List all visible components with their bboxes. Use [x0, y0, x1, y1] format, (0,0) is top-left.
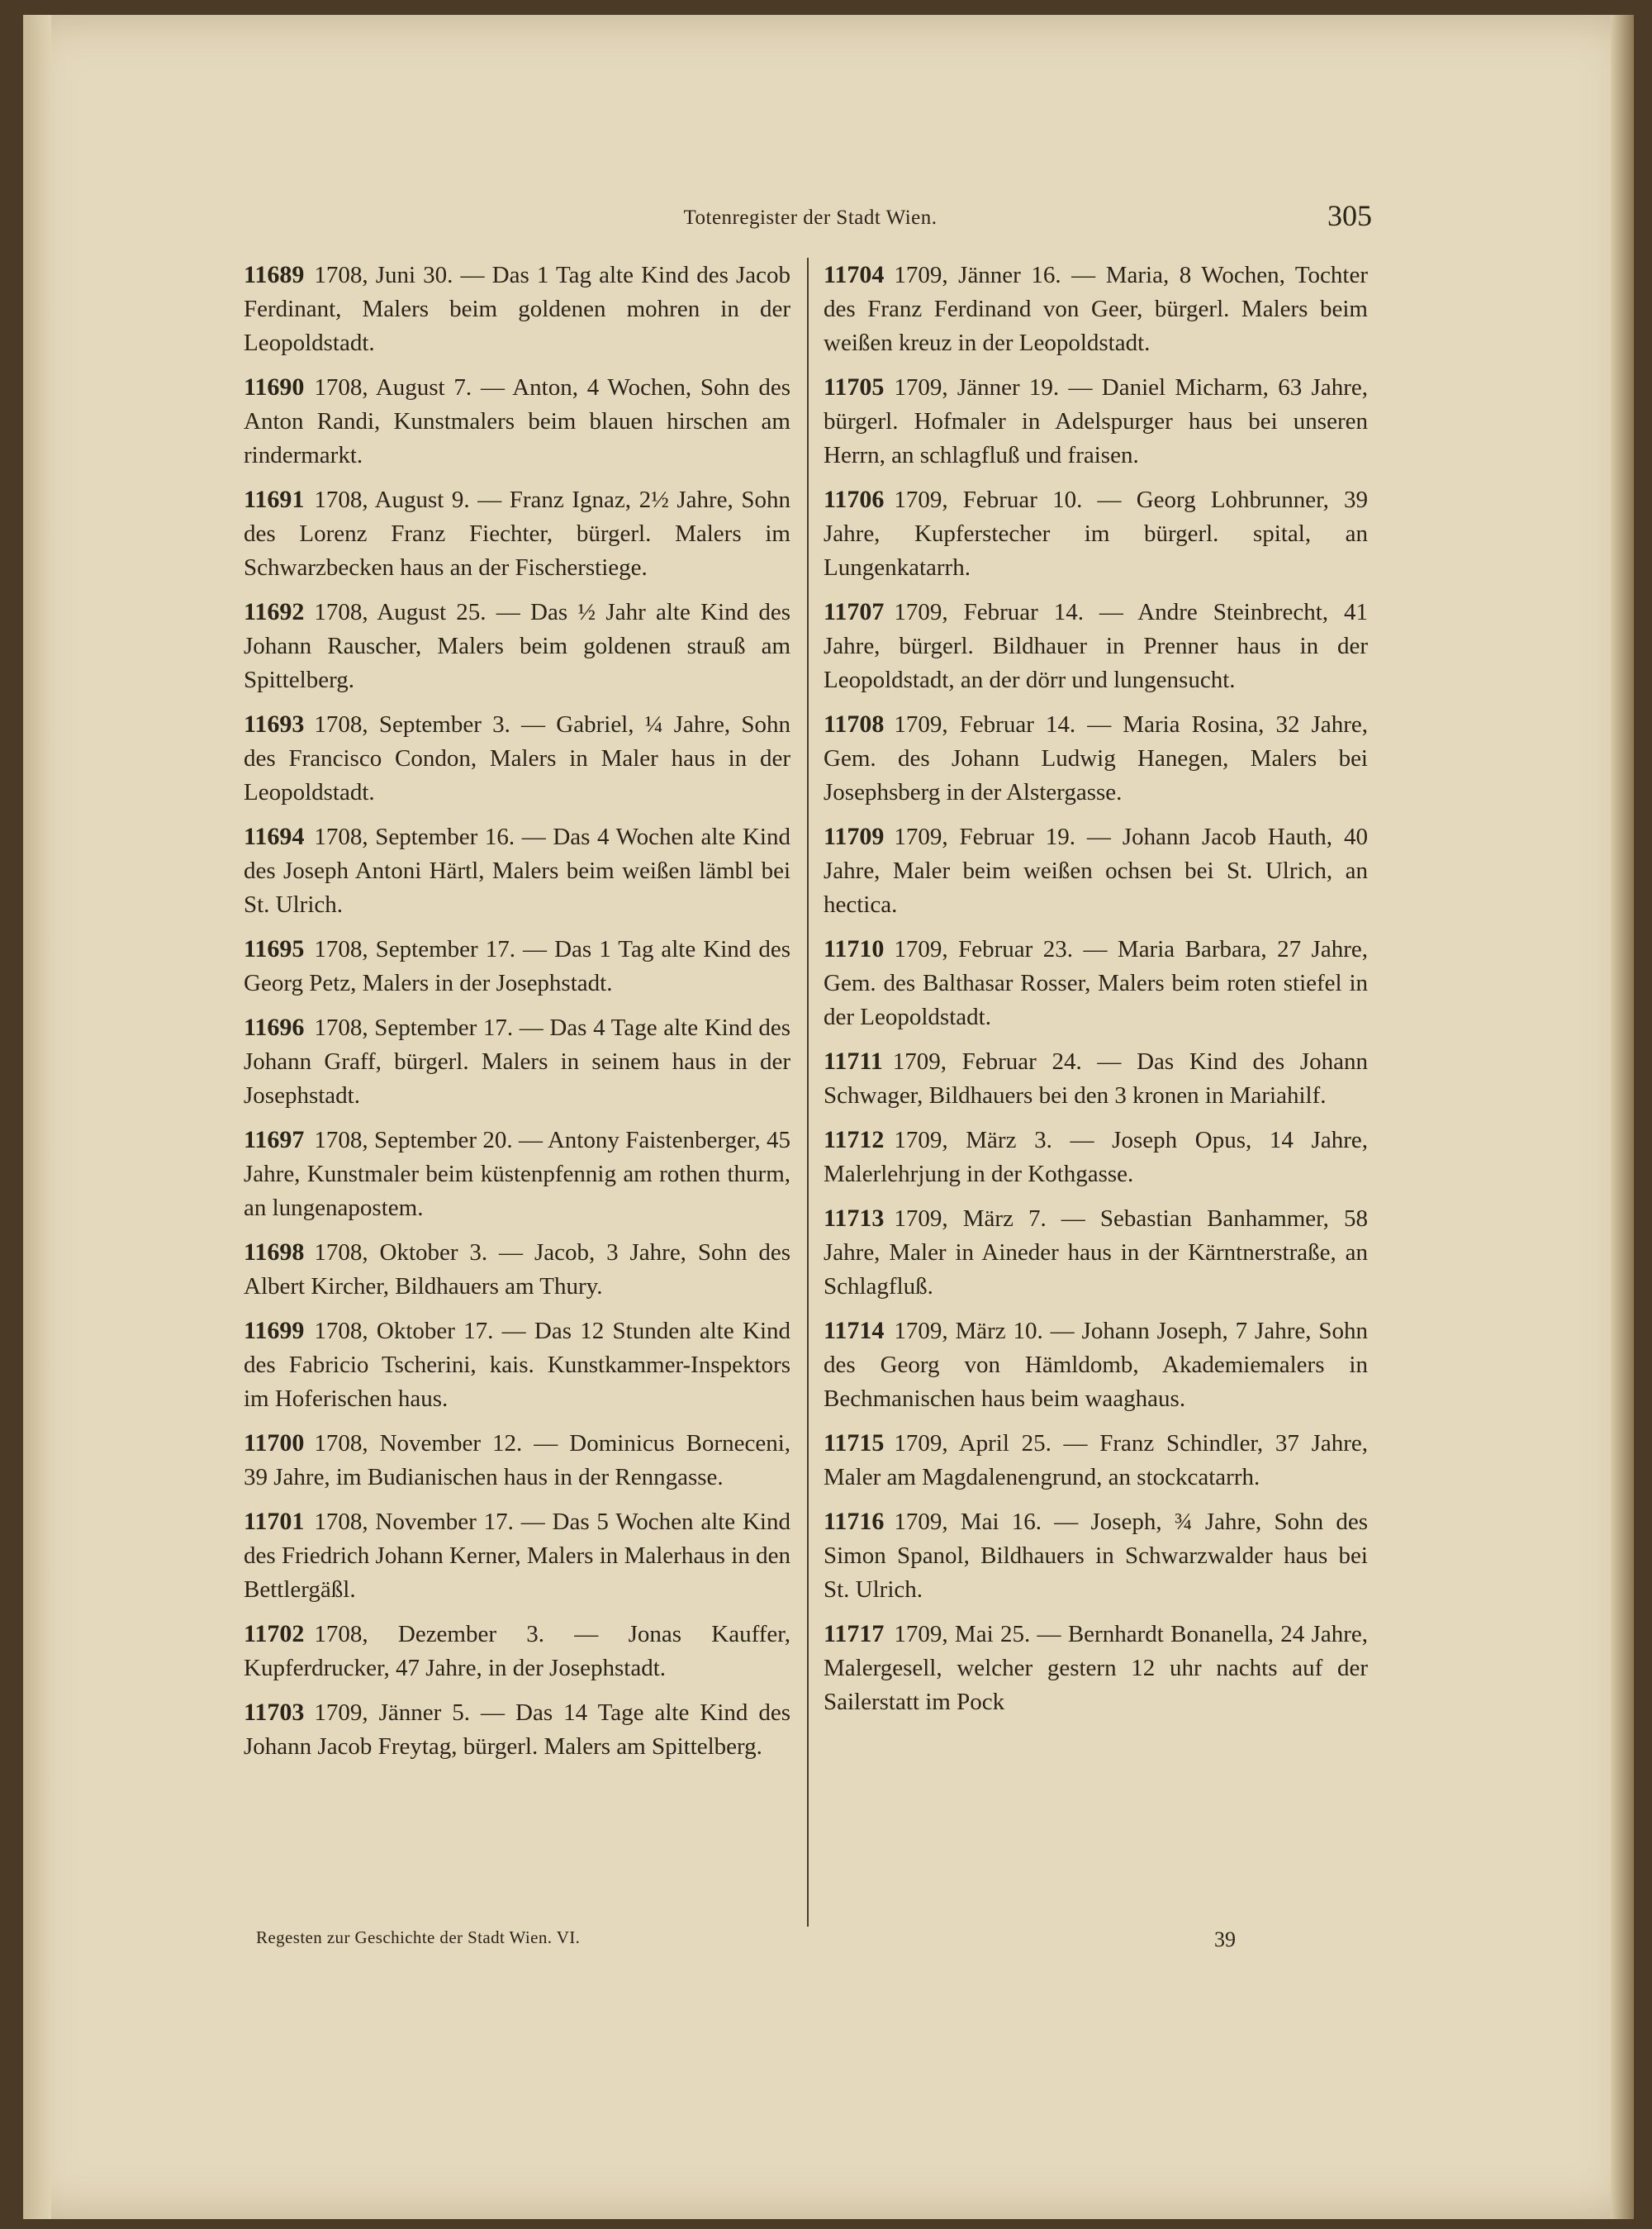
entry-text: 1709, März 10. — Johann Joseph, 7 Jahre, Sohn des Georg von Hämldomb, Akademiemalers in Bechmanischen haus beim waaghaus.	[824, 1318, 1368, 1412]
entry-number: 11707	[824, 598, 885, 625]
register-entry	[244, 932, 790, 1000]
register-entry	[244, 370, 790, 473]
entry-number: 11703	[244, 1699, 305, 1726]
entry-text: 1709, Februar 24. — Das Kind des Johann Schwager, Bildhauers bei den 3 kronen in Mariahilf.	[824, 1048, 1368, 1109]
entry-text: 1709, März 7. — Sebastian Banhammer, 58 Jahre, Maler in Aineder haus in der Kärntnerstraße, an Schlagfluß.	[824, 1205, 1368, 1300]
entry-number: 11693	[244, 711, 305, 738]
register-entry	[824, 1426, 1368, 1495]
right-column	[824, 258, 1368, 1729]
entry-text: 1709, Jänner 19. — Daniel Micharm, 63 Jahre, bürgerl. Hofmaler in Adelspurger haus bei unseren Herrn, an schlagfluß und fraisen.	[824, 374, 1368, 468]
running-head: Totenregister der Stadt Wien.	[683, 207, 938, 229]
signature-mark: 39	[1214, 1927, 1236, 1951]
entry-text: 1709, Jänner 16. — Maria, 8 Wochen, Tochter des Franz Ferdinand von Geer, bürgerl. Malers beim weißen kreuz in der Leopoldstadt.	[824, 262, 1368, 356]
entry-text: 1709, Jänner 5. — Das 14 Tage alte Kind des Johann Jacob Freytag, bürgerl. Malers am Spittelberg.	[244, 1699, 790, 1760]
register-entry	[824, 258, 1368, 360]
register-entry	[824, 820, 1368, 922]
entry-text: 1709, Mai 16. — Joseph, ¾ Jahre, Sohn des Simon Spanol, Bildhauers in Schwarzwalder haus bei St. Ulrich.	[824, 1509, 1368, 1603]
entry-number: 11712	[824, 1126, 885, 1153]
entry-number: 11706	[824, 486, 885, 513]
register-entry	[824, 1617, 1368, 1719]
entry-text: 1708, September 3. — Gabriel, ¼ Jahre, Sohn des Francisco Condon, Malers in Maler haus in der Leopoldstadt.	[244, 711, 790, 806]
register-entry	[244, 1235, 790, 1304]
entry-text: 1708, September 16. — Das 4 Wochen alte Kind des Joseph Antoni Härtl, Malers beim weißen lämbl bei St. Ulrich.	[244, 824, 790, 918]
entry-number: 11700	[244, 1429, 305, 1457]
entry-number: 11696	[244, 1014, 305, 1041]
entry-number: 11690	[244, 373, 305, 401]
entry-number: 11689	[244, 261, 305, 288]
register-entry	[824, 595, 1368, 697]
entry-text: 1708, September 17. — Das 4 Tage alte Kind des Johann Graff, bürgerl. Malers in seinem haus in der Josephstadt.	[244, 1015, 790, 1109]
register-entry	[244, 707, 790, 810]
register-entry	[824, 1504, 1368, 1607]
entry-text: 1709, Februar 14. — Andre Steinbrecht, 41 Jahre, bürgerl. Bildhauer in Prenner haus in der Leopoldstadt, an der dörr und lungensucht.	[824, 599, 1368, 693]
entry-text: 1708, September 17. — Das 1 Tag alte Kind des Georg Petz, Malers in der Josephstadt.	[244, 936, 790, 996]
register-entry	[244, 595, 790, 697]
entry-number: 11704	[824, 261, 885, 288]
register-entry	[824, 1123, 1368, 1191]
register-entry	[244, 1426, 790, 1495]
register-entry	[244, 820, 790, 922]
register-entry	[824, 1201, 1368, 1304]
entry-text: 1708, August 9. — Franz Ignaz, 2½ Jahre, Sohn des Lorenz Franz Fiechter, bürgerl. Malers im Schwarzbecken haus an der Fischerstiege.	[244, 487, 790, 581]
register-entry	[244, 258, 790, 360]
register-entry	[244, 1504, 790, 1607]
entry-text: 1708, Oktober 17. — Das 12 Stunden alte Kind des Fabricio Tscherini, kais. Kunstkammer-Inspektors im Hoferischen haus.	[244, 1318, 790, 1412]
entry-text: 1708, August 25. — Das ½ Jahr alte Kind des Johann Rauscher, Malers beim goldenen strauß am Spittelberg.	[244, 599, 790, 693]
entry-number: 11694	[244, 823, 305, 850]
entry-text: 1709, März 3. — Joseph Opus, 14 Jahre, Malerlehrjung in der Kothgasse.	[824, 1127, 1368, 1187]
entry-number: 11711	[824, 1048, 883, 1075]
entry-text: 1709, Februar 23. — Maria Barbara, 27 Jahre, Gem. des Balthasar Rosser, Malers beim roten stiefel in der Leopoldstadt.	[824, 936, 1368, 1030]
register-entry	[824, 1044, 1368, 1113]
register-entry	[244, 1314, 790, 1416]
register-entry	[244, 482, 790, 585]
entry-text: 1709, Februar 19. — Johann Jacob Hauth, 40 Jahre, Maler beim weißen ochsen bei St. Ulrich, an hectica.	[824, 824, 1368, 918]
page-number: 305	[1327, 199, 1372, 232]
footer-source: Regesten zur Geschichte der Stadt Wien. VI.	[256, 1927, 581, 1947]
entry-number: 11709	[824, 823, 885, 850]
entry-number: 11716	[824, 1508, 885, 1535]
entry-text: 1709, Februar 10. — Georg Lohbrunner, 39 Jahre, Kupferstecher im bürgerl. spital, an Lungenkatarrh.	[824, 487, 1368, 581]
entry-text: 1708, August 7. — Anton, 4 Wochen, Sohn des Anton Randi, Kunstmalers beim blauen hirschen am rindermarkt.	[244, 374, 790, 468]
entry-text: 1709, Mai 25. — Bernhardt Bonanella, 24 Jahre, Malergesell, welcher gestern 12 uhr nachts auf der Sailerstatt im Pock	[824, 1621, 1368, 1715]
entry-text: 1708, Oktober 3. — Jacob, 3 Jahre, Sohn des Albert Kircher, Bildhauers am Thury.	[244, 1239, 790, 1300]
entry-number: 11695	[244, 935, 305, 962]
entry-text: 1709, April 25. — Franz Schindler, 37 Jahre, Maler am Magdalenengrund, an stockcatarrh.	[824, 1430, 1368, 1490]
entry-text: 1708, Dezember 3. — Jonas Kauffer, Kupferdrucker, 47 Jahre, in der Josephstadt.	[244, 1621, 790, 1681]
entry-number: 11702	[244, 1620, 305, 1647]
page-edge	[1611, 15, 1634, 2219]
register-entry	[244, 1617, 790, 1685]
entry-number: 11714	[824, 1317, 885, 1344]
entry-text: 1708, November 17. — Das 5 Wochen alte Kind des Friedrich Johann Kerner, Malers in Malerhaus in den Bettlergäßl.	[244, 1509, 790, 1603]
entry-number: 11713	[824, 1205, 885, 1232]
entry-number: 11692	[244, 598, 305, 625]
entry-number: 11710	[824, 935, 885, 962]
left-column	[244, 258, 790, 1774]
register-entry	[824, 370, 1368, 473]
entry-text: 1708, November 12. — Dominicus Borneceni, 39 Jahre, im Budianischen haus in der Renngasse.	[244, 1430, 790, 1490]
register-entry	[244, 1695, 790, 1764]
column-divider	[807, 258, 809, 1927]
register-entry	[824, 707, 1368, 810]
entry-number: 11717	[824, 1620, 885, 1647]
entry-number: 11708	[824, 711, 885, 738]
entry-number: 11715	[824, 1429, 885, 1457]
page-binding-shadow	[23, 15, 51, 2219]
entry-number: 11699	[244, 1317, 305, 1344]
entry-number: 11701	[244, 1508, 305, 1535]
entry-number: 11697	[244, 1126, 305, 1153]
entry-text: 1709, Februar 14. — Maria Rosina, 32 Jahre, Gem. des Johann Ludwig Hanegen, Malers bei Josephsberg in der Alstergasse.	[824, 711, 1368, 806]
entry-text: 1708, Juni 30. — Das 1 Tag alte Kind des Jacob Ferdinant, Malers beim goldenen mohren in der Leopoldstadt.	[244, 262, 790, 356]
register-entry	[244, 1010, 790, 1113]
entry-text: 1708, September 20. — Antony Faistenberger, 45 Jahre, Kunstmaler beim küstenpfennig am rothen thurm, an lungenapostem.	[244, 1127, 790, 1221]
register-entry	[824, 932, 1368, 1034]
entry-number: 11698	[244, 1238, 305, 1266]
register-entry	[824, 482, 1368, 585]
entry-number: 11691	[244, 486, 305, 513]
register-entry	[244, 1123, 790, 1225]
register-entry	[824, 1314, 1368, 1416]
entry-number: 11705	[824, 373, 885, 401]
